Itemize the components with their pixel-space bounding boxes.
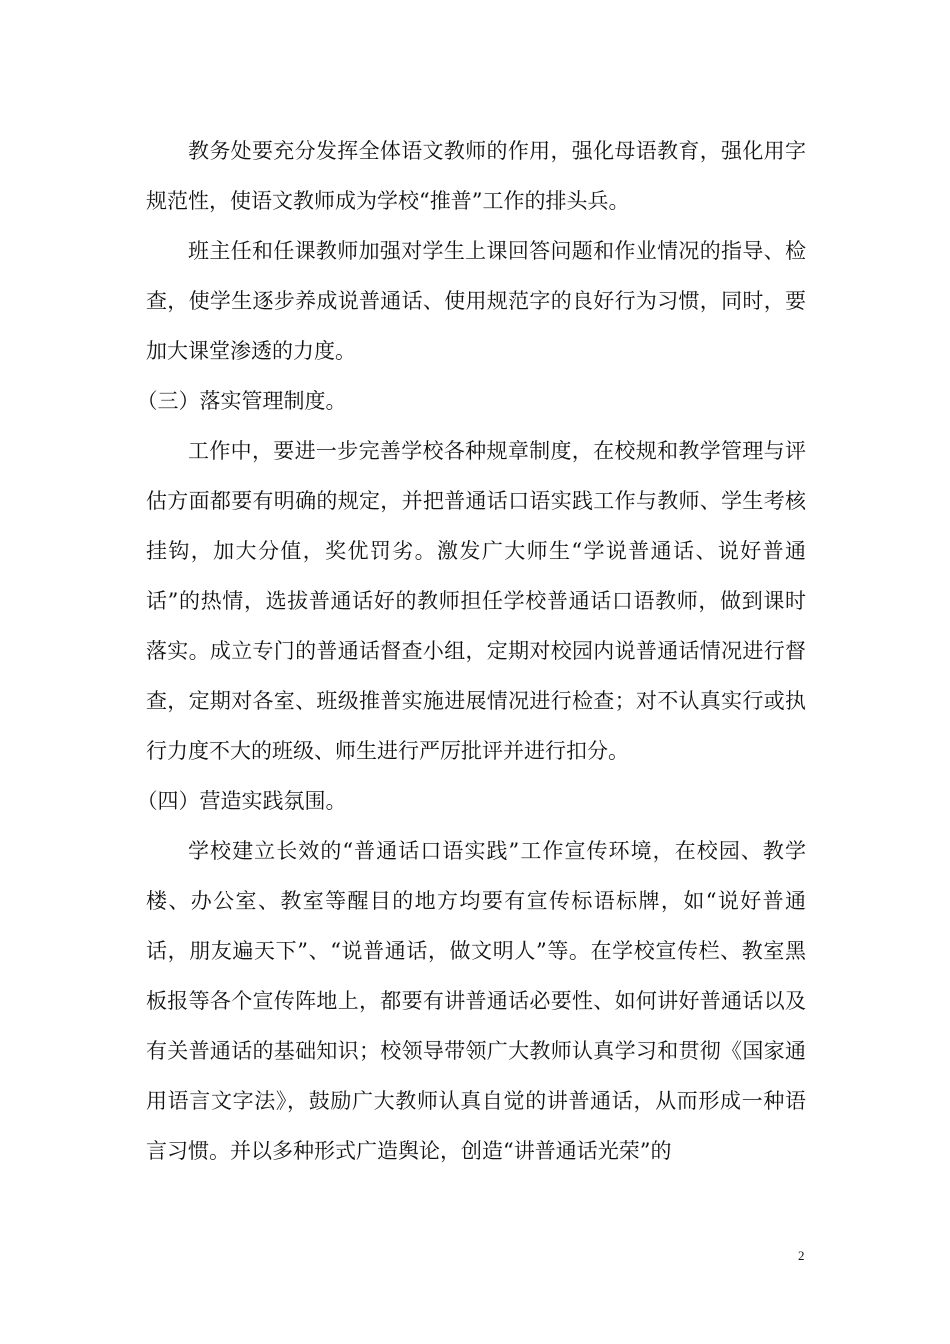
paragraph-management-system: 工作中，要进一步完善学校各种规章制度，在校规和教学管理与评估方面都要有明确的规定，并把普通话口语实践工作与教师、学生考核挂钩，加大分值，奖优罚劣。激发广大师生“学说普通话、说好普通话”的热情，选拔普通话好的教师担任学校普通话口语教师，做到课时落实。成立专门的普通话督查小组，定期对校园内说普通话情况进行督查，定期对各室、班级推普实施进展情况进行检查；对不认真实行或执行力度不大的班级、师生进行严厉批评并进行扣分。 [146,439,806,763]
paragraph-chinese-teachers: 教务处要充分发挥全体语文教师的作用，强化母语教育，强化用字规范性，使语文教师成为学校“推普”工作的排头兵。 [146,139,806,213]
paragraph-class-teachers: 班主任和任课教师加强对学生上课回答问题和作业情况的指导、检查，使学生逐步养成说普通话、使用规范字的良好行为习惯，同时，要加大课堂渗透的力度。 [146,239,806,363]
section-heading-atmosphere: （四）营造实践氛围。 [136,789,347,813]
section-heading-management: （三）落实管理制度。 [136,389,347,413]
paragraph-atmosphere: 学校建立长效的“普通话口语实践”工作宣传环境，在校园、教学楼、办公室、教室等醒目的地方均要有宣传标语标牌，如“说好普通话，朋友遍天下”、“说普通话，做文明人”等。在学校宣传栏、教室黑板报等各个宣传阵地上，都要有讲普通话必要性、如何讲好普通话以及有关普通话的基础知识；校领导带领广大教师认真学习和贯彻《国家通用语言文字法》，鼓励广大教师认真自觉的讲普通话，从而形成一种语言习惯。并以多种形式广造舆论，创造“讲普通话光荣”的 [146,839,806,1163]
page-number: 2 [798,1248,805,1263]
document-body [136,126,806,1176]
